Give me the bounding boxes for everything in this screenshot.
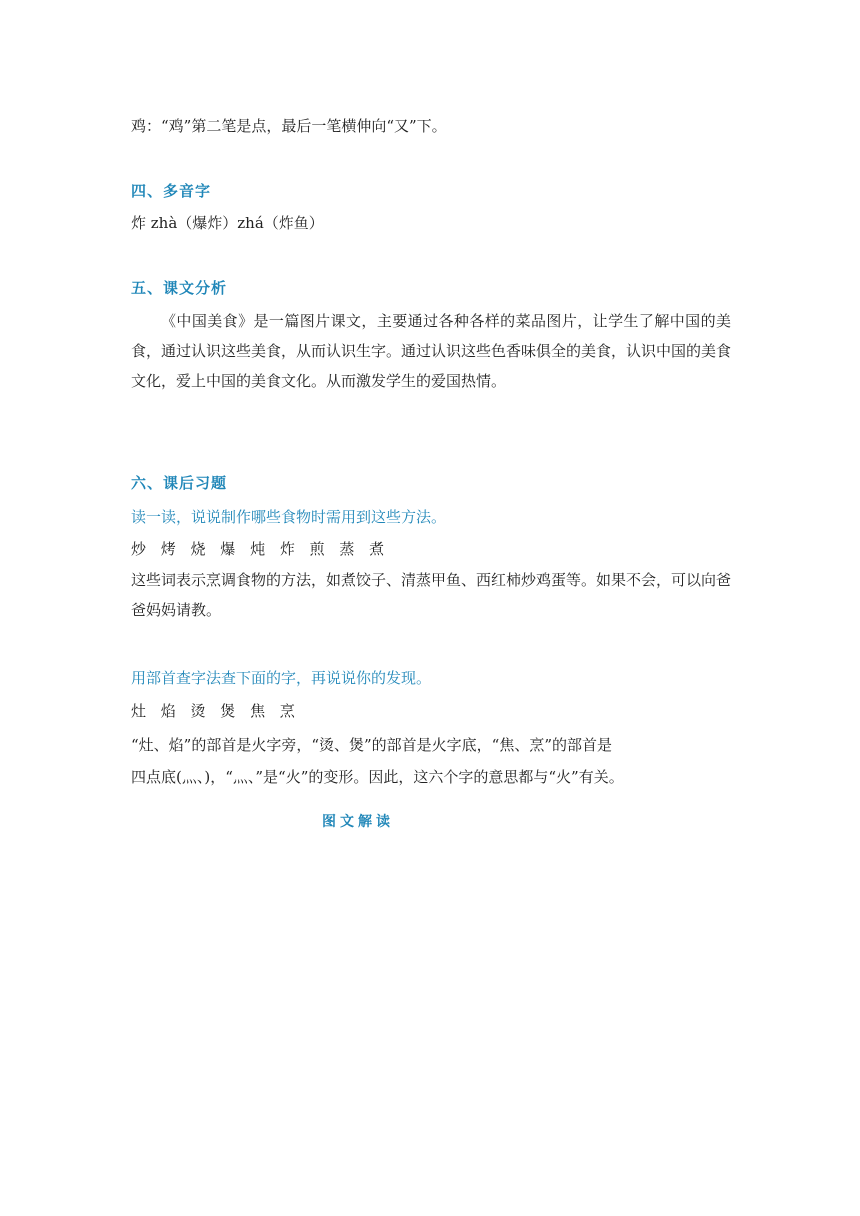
- polyphonic-line: 炸 zhà（爆炸）zhá（炸鱼）: [131, 214, 324, 232]
- polyphonic-heading: 四、多音字: [131, 182, 212, 200]
- exercise-1-answer: 这些词表示烹调食物的方法，如煮饺子、清蒸甲鱼、西红柿炒鸡蛋等。如果不会，可以向爸爸妈妈请教。: [131, 571, 732, 619]
- ji-stroke-note: 鸡：“鸡”第二笔是点，最后一笔横伸向“又”下。: [131, 117, 447, 135]
- exercise-1-prompt: 读一读，说说制作哪些食物时需用到这些方法。: [131, 508, 447, 526]
- exercise-2-answer-line-1: “灶、焰”的部首是火字旁，“烫、煲”的部首是火字底，“焦、烹”的部首是: [131, 736, 613, 754]
- exercise-2-prompt: 用部首查字法查下面的字，再说说你的发现。: [131, 669, 432, 687]
- figure-caption: 图文解读: [322, 814, 394, 830]
- exercises-heading: 六、课后习题: [131, 474, 228, 492]
- analysis-heading: 五、课文分析: [131, 279, 228, 297]
- exercise-1-words: 炒 烤 烧 爆 炖 炸 煎 蒸 煮: [131, 540, 388, 558]
- exercise-2-answer-line-2: 四点底(灬、)，“灬、”是“火”的变形。因此，这六个字的意思都与“火”有关。: [131, 768, 624, 786]
- exercise-2-words: 灶 焰 烫 煲 焦 烹: [131, 702, 298, 720]
- analysis-paragraph: 《中国美食》是一篇图片课文，主要通过各种各样的菜品图片，让学生了解中国的美食，通过认识这些美食，从而认识生字。通过认识这些色香味俱全的美食，认识中国的美食文化，爱上中国的美食文化。从而激发学生的爱国热情。: [131, 312, 732, 390]
